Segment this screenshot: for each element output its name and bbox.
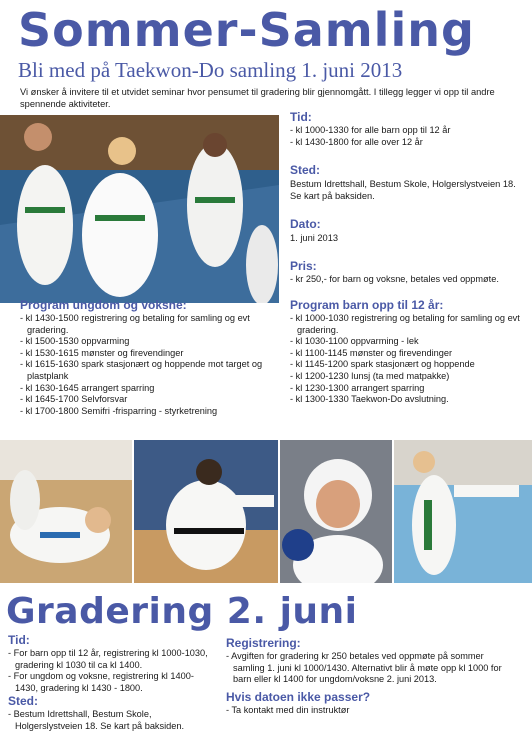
gradering-title: Gradering 2. juni — [6, 591, 358, 632]
passer-heading: Hvis datoen ikke passer? — [226, 689, 371, 704]
list-item: - kl 1430-1500 registrering og betaling for samling og evt gradering. — [20, 313, 270, 336]
list-item: - kl 1300-1330 Taekwon-Do avslutning. — [290, 394, 522, 406]
registrering-heading: Registrering: — [226, 636, 301, 650]
list-item: - kl 1430-1800 for alle over 12 år — [290, 137, 522, 149]
list-item: - For ungdom og voksne, registrering kl 1400-1430, gradering kl 1430 - 1800. — [8, 671, 213, 694]
list-item: - kl 1100-1145 mønster og firevendinger — [290, 348, 522, 360]
tid-list — [290, 125, 522, 148]
dato-heading: Dato: — [290, 217, 321, 231]
list-item: - kl 1700-1800 Semifri -frisparring - styrketrening — [20, 406, 270, 418]
pris-heading: Pris: — [290, 259, 317, 273]
sted-heading: Sted: — [290, 163, 320, 177]
list-item: - kl 1615-1630 spark stasjonært og hoppende mot target og plastplank — [20, 359, 270, 382]
list-item: - kl 1500-1530 oppvarming — [20, 336, 270, 348]
list-item: - Bestum Idrettshall, Bestum Skole, Holgerslystveien 18. Se kart på baksiden. — [8, 709, 213, 732]
photo-kick-3 — [394, 440, 532, 583]
program-voksne-list — [20, 313, 270, 417]
photo-helmet — [280, 440, 392, 583]
list-item: - Avgiften for gradering kr 250 betales ved oppmøte på sommer samling 1. juni kl 1000/1430. Alternativt blir å møte opp kl 1000 for barn eller kl 1400 for ungdom/voksne 2. juni 2013. — [226, 651, 516, 686]
photo-sparring — [0, 115, 279, 303]
sted-text: Bestum Idrettshall, Bestum Skole, Holgerslystveien 18. Se kart på baksiden. — [290, 179, 516, 201]
list-item: - kl 1645-1700 Selvforsvar — [20, 394, 270, 406]
gradering-tid-heading: Tid: — [8, 633, 30, 647]
registrering-list — [226, 651, 516, 686]
list-item: - Ta kontakt med din instruktør — [226, 705, 516, 717]
tid-heading: Tid: — [290, 110, 312, 124]
page-title: Sommer-Samling — [18, 3, 475, 57]
photo-kick-2 — [134, 440, 278, 583]
program-barn-list — [290, 313, 522, 406]
gradering-tid-list — [8, 648, 213, 694]
list-item: - kl 1230-1300 arrangert sparring — [290, 383, 522, 395]
list-item: - kl 1030-1100 oppvarming - lek — [290, 336, 522, 348]
list-item: - kl 1630-1645 arrangert sparring — [20, 383, 270, 395]
intro-text: Vi ønsker å invitere til et utvidet seminar hvor pensumet til gradering blir gjennomgått. I tillegg legger vi opp til andre spennende aktiviteter. — [20, 87, 495, 109]
list-item: - kl 1000-1330 for alle barn opp til 12 år — [290, 125, 522, 137]
list-item: - kr 250,- for barn og voksne, betales ved oppmøte. — [290, 274, 522, 286]
list-item: - kl 1200-1230 lunsj (ta med matpakke) — [290, 371, 522, 383]
list-item: - kl 1145-1200 spark stasjonært og hoppende — [290, 359, 522, 371]
page-subtitle: Bli med på Taekwon-Do samling 1. juni 2013 — [18, 58, 403, 82]
dato-text: 1. juni 2013 — [290, 233, 339, 243]
gradering-sted-list — [8, 709, 213, 732]
gradering-sted-heading: Sted: — [8, 694, 38, 709]
pris-list — [290, 274, 522, 286]
passer-list — [226, 705, 516, 717]
photo-kick-1 — [0, 440, 132, 583]
program-barn-heading: Program barn opp til 12 år: — [290, 298, 444, 312]
list-item: - kl 1000-1030 registrering og betaling for samling og evt gradering. — [290, 313, 522, 336]
list-item: - For barn opp til 12 år, registrering kl 1000-1030, gradering kl 1030 til ca kl 1400. — [8, 648, 213, 671]
list-item: - kl 1530-1615 mønster og firevendinger — [20, 348, 270, 360]
program-voksne-heading: Program ungdom og voksne: — [20, 298, 187, 312]
